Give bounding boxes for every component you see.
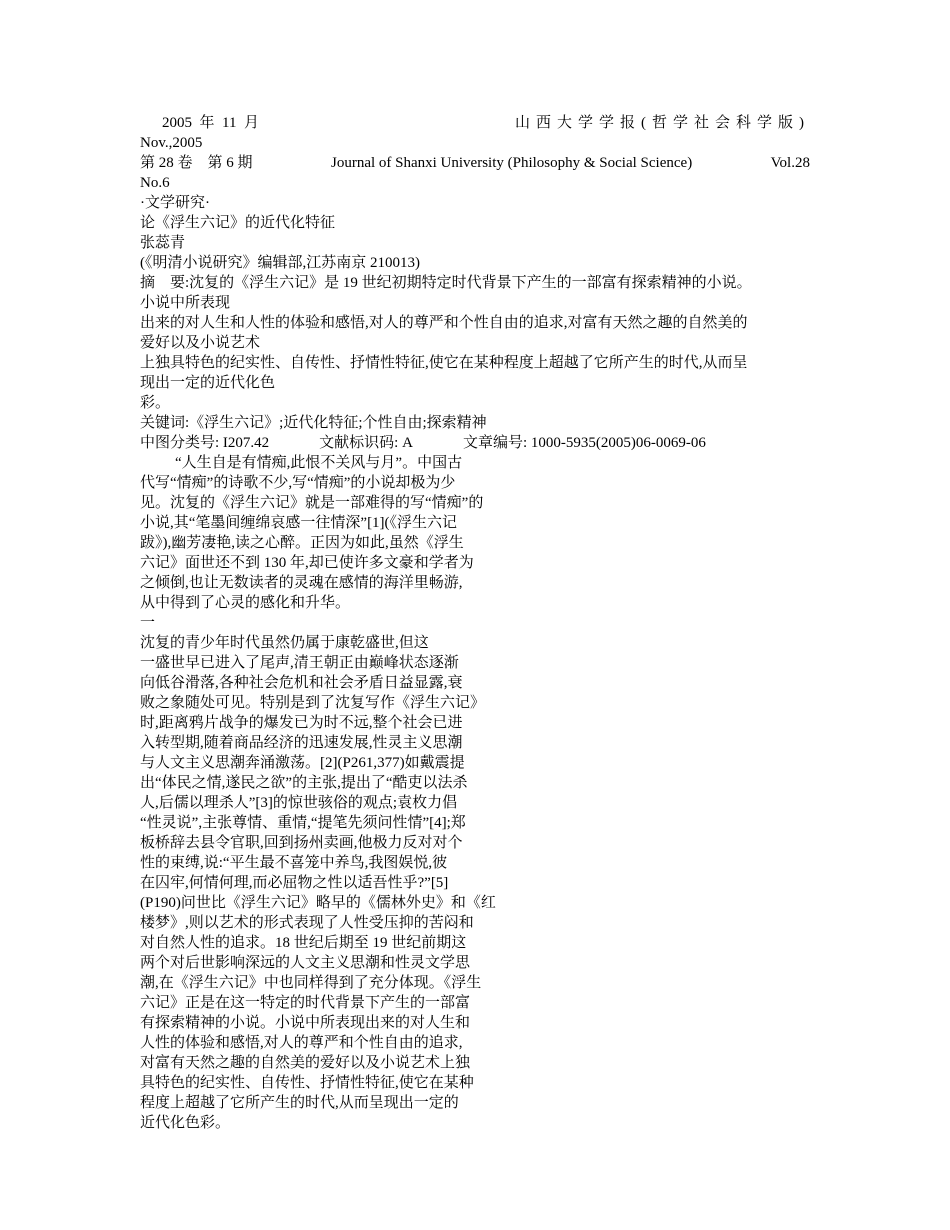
- body-line: 见。沈复的《浮生六记》就是一部难得的写“情痴”的: [140, 495, 484, 511]
- body-line: 性的束缚,说:“平生最不喜笼中养鸟,我图娱悦,彼: [140, 855, 448, 871]
- body-line: 潮,在《浮生六记》中也同样得到了充分体现。《浮生: [140, 975, 482, 991]
- abstract-line: 上独具特色的纪实性、自传性、抒情性特征,使它在某种程度上超越了它所产生的时代,从而呈: [140, 355, 748, 371]
- journal-name-en: Journal of Shanxi University (Philosophy & Social Science): [330, 155, 693, 171]
- issue-date-cn: 2005 年 11 月: [162, 115, 259, 131]
- running-header-line-1: [140, 113, 810, 133]
- abstract-line: 出来的对人生和人性的体验和感悟,对人的尊严和个性自由的追求,对富有天然之趣的自然美的: [140, 315, 748, 331]
- body-line: 近代化色彩。: [140, 1115, 231, 1131]
- body-line: 具特色的纪实性、自传性、抒情性特征,使它在某种: [140, 1075, 474, 1091]
- document-code: 文献标识码: A: [319, 435, 413, 451]
- body-line: 对自然人性的追求。18 世纪后期至 19 世纪前期这: [140, 935, 467, 951]
- abstract-line: 彩。: [140, 395, 171, 411]
- issue-date-en: Nov.,2005: [140, 135, 203, 151]
- body-line: 从中得到了心灵的感化和升华。: [140, 595, 351, 611]
- body-line: 之倾倒,也让无数读者的灵魂在感情的海洋里畅游,: [140, 575, 463, 591]
- body-line: 跋》),幽芳凄艳,读之心醉。正因为如此,虽然《浮生: [140, 535, 464, 551]
- abstract-line: 小说中所表现: [140, 295, 231, 311]
- body-line: 有探索精神的小说。小说中所表现出来的对人生和: [140, 1015, 471, 1031]
- body-line: 代写“情痴”的诗歌不少,写“情痴”的小说却极为少: [140, 475, 456, 491]
- column-label: ·文学研究·: [140, 195, 210, 211]
- article-number: 文章编号: 1000-5935(2005)06-0069-06: [462, 435, 706, 451]
- body-line: 一盛世早已进入了尾声,清王朝正由巅峰状态逐渐: [140, 655, 459, 671]
- section-number: 一: [140, 615, 156, 631]
- body-line: 与人文主义思潮奔涌激荡。[2](P261,377)如戴震提: [140, 755, 465, 771]
- body-line: 小说,其“笔墨间缠绵哀感一往情深”[1](《浮生六记: [140, 515, 458, 531]
- body-line: 板桥辞去县令官职,回到扬州卖画,他极力反对对个: [140, 835, 463, 851]
- clc-number: 中图分类号: I207.42: [140, 435, 270, 451]
- body-line: 对富有天然之趣的自然美的爱好以及小说艺术上独: [140, 1055, 471, 1071]
- abstract: [140, 273, 810, 413]
- article-title: 论《浮生六记》的近代化特征: [140, 215, 336, 231]
- article-page: [140, 113, 810, 1133]
- body-line: 两个对后世影响深远的人文主义思潮和性灵文学思: [140, 955, 471, 971]
- body-line: 人,后儒以理杀人”[3]的惊世骇俗的观点;袁枚力倡: [140, 795, 458, 811]
- running-header-line-2: [140, 153, 810, 173]
- body-line: 入转型期,随着商品经济的迅速发展,性灵主义思潮: [140, 735, 463, 751]
- volume-en: Vol.28: [770, 155, 810, 171]
- classification-line: [140, 433, 810, 453]
- author-affiliation: (《明清小说研究》编辑部,江苏南京 210013): [140, 255, 420, 271]
- abstract-line: 摘 要:沈复的《浮生六记》是 19 世纪初期特定时代背景下产生的一部富有探索精神的小说。: [140, 275, 752, 291]
- issue-en: No.6: [140, 175, 170, 191]
- body-line: 六记》正是在这一特定的时代背景下产生的一部富: [140, 995, 471, 1011]
- body-line: 程度上超越了它所产生的时代,从而呈现出一定的: [140, 1095, 459, 1111]
- body-line: 在囚牢,何情何理,而必屈物之性以适吾性乎?”[5]: [140, 875, 449, 891]
- keywords: 关键词:《浮生六记》;近代化特征;个性自由;探索精神: [140, 415, 487, 431]
- volume-cn: 第 28 卷 第 6 期: [140, 155, 253, 171]
- section-one-paragraph: [140, 633, 540, 1133]
- intro-paragraph: [140, 453, 540, 613]
- body-line: 时,距离鸦片战争的爆发已为时不远,整个社会已进: [140, 715, 463, 731]
- body-line: 六记》面世还不到 130 年,却已使许多文豪和学者为: [140, 555, 474, 571]
- abstract-line: 爱好以及小说艺术: [140, 335, 261, 351]
- journal-name-cn: 山西大学学报(哲学社会科学版): [515, 115, 810, 131]
- body-line: 出“体民之情,遂民之欲”的主张,提出了“酷吏以法杀: [140, 775, 468, 791]
- body-line: (P190)问世比《浮生六记》略早的《儒林外史》和《红: [140, 895, 496, 911]
- abstract-line: 现出一定的近代化色: [140, 375, 276, 391]
- body-line: “人生自是有情痴,此恨不关风与月”。中国古: [175, 455, 463, 471]
- body-line: 向低谷滑落,各种社会危机和社会矛盾日益显露,衰: [140, 675, 463, 691]
- body-line: 楼梦》,则以艺术的形式表现了人性受压抑的苦闷和: [140, 915, 474, 931]
- body-line: 败之象随处可见。特别是到了沈复写作《浮生六记》: [140, 695, 486, 711]
- body-line: “性灵说”,主张尊情、重情,“提笔先须问性情”[4];郑: [140, 815, 466, 831]
- body-line: 人性的体验和感悟,对人的尊严和个性自由的追求,: [140, 1035, 463, 1051]
- body-line: 沈复的青少年时代虽然仍属于康乾盛世,但这: [140, 635, 429, 651]
- author-name: 张蕊青: [140, 235, 186, 251]
